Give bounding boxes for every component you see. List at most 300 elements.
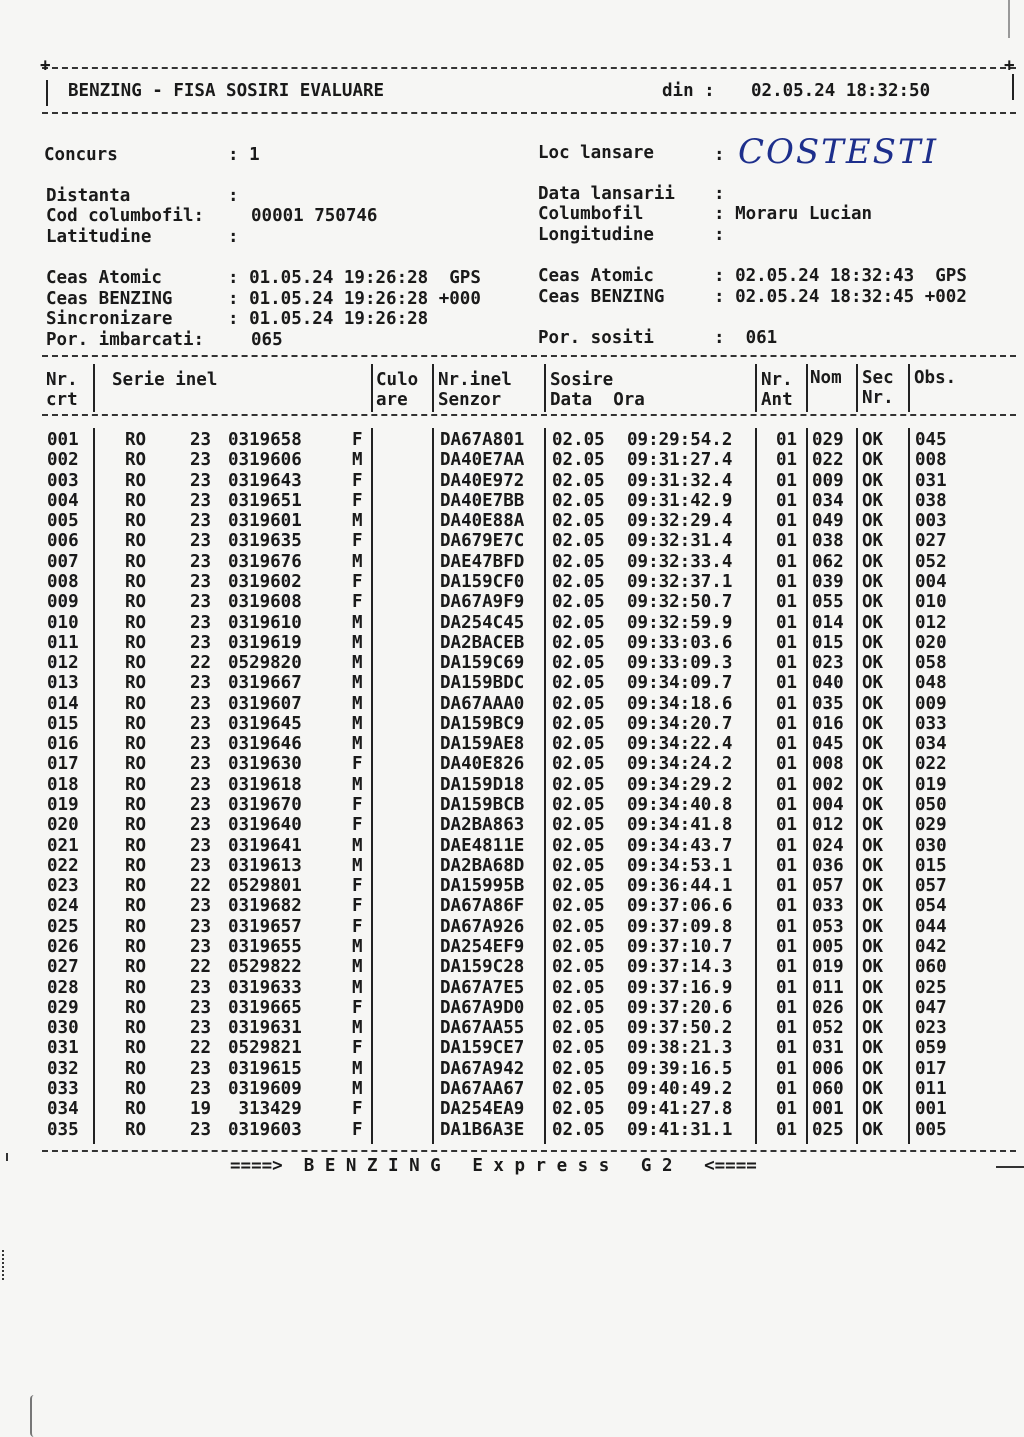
cell-senzor: DA67A9F9	[440, 592, 525, 613]
cell-sex: F	[352, 795, 363, 816]
report-title: BENZING - FISA SOSIRI EVALUARE	[68, 81, 385, 101]
cell-tara: RO	[125, 1038, 147, 1059]
cell-sex: F	[352, 916, 363, 937]
cell-obs: 030	[915, 835, 947, 856]
cell-sex: M	[352, 734, 363, 755]
table-bottom-border	[42, 1150, 1016, 1152]
sincronizare-value: : 01.05.24 19:26:28	[228, 309, 429, 329]
cell-senzor: DA40E7BB	[440, 490, 525, 511]
loc-lansare-sep: :	[714, 145, 725, 165]
cell-ant: 01	[776, 977, 798, 998]
cell-nom: 049	[812, 511, 844, 532]
cell-senzor: DA67A942	[440, 1058, 525, 1079]
cell-tara: RO	[125, 653, 147, 674]
cell-tara: RO	[125, 511, 147, 532]
cell-sex: F	[352, 754, 363, 775]
cell-nr: 028	[47, 977, 79, 998]
table-row	[0, 633, 1024, 653]
cell-senzor: DA254EF9	[440, 937, 525, 957]
cell-obs: 029	[915, 815, 947, 836]
cell-ora: 09:37:10.7	[627, 937, 733, 957]
cell-inel: 0319640	[228, 815, 302, 836]
cell-sec: OK	[862, 835, 884, 856]
columbofil-label: Columbofil	[538, 204, 644, 224]
cell-ora: 09:37:16.9	[627, 977, 733, 998]
cell-obs: 004	[915, 571, 947, 592]
cell-nom: 008	[812, 754, 844, 775]
cell-inel: 0319633	[228, 977, 302, 998]
cell-senzor: DA67AAA0	[440, 693, 525, 714]
cell-nr: 017	[47, 754, 79, 775]
table-row	[0, 592, 1024, 612]
cell-nom: 001	[812, 1099, 844, 1120]
cell-nom: 011	[812, 977, 844, 998]
table-row	[0, 896, 1024, 916]
cell-inel: 0319645	[228, 713, 302, 734]
cell-nr: 015	[47, 713, 79, 734]
cell-ora: 09:33:09.3	[627, 653, 733, 674]
cell-ora: 09:31:32.4	[627, 470, 733, 491]
cell-inel: 0319619	[228, 632, 302, 653]
cell-an: 23	[190, 511, 212, 532]
cell-sec: OK	[862, 592, 884, 613]
cod-columbofil-value: 00001 750746	[251, 206, 378, 226]
cell-ora: 09:32:33.4	[627, 551, 733, 572]
title-left-edge	[46, 80, 48, 106]
cell-tara: RO	[125, 855, 147, 876]
cell-obs: 019	[915, 774, 947, 795]
cell-inel: 0319658	[228, 430, 302, 450]
cell-obs: 044	[915, 916, 947, 937]
table-row	[0, 471, 1024, 491]
ceas-benzing-1-label: Ceas BENZING	[46, 289, 173, 309]
cell-sec: OK	[862, 977, 884, 998]
ceas-benzing-1-value: : 01.05.24 19:26:28 +000	[228, 289, 481, 309]
cell-obs: 015	[915, 855, 947, 876]
cell-an: 23	[190, 795, 212, 816]
cell-nr: 019	[47, 795, 79, 816]
table-row	[0, 653, 1024, 673]
cell-sex: M	[352, 673, 363, 694]
cell-nr: 032	[47, 1058, 79, 1079]
cell-sex: M	[352, 653, 363, 674]
cell-nom: 012	[812, 815, 844, 836]
cell-senzor: DA159C69	[440, 653, 525, 674]
cell-ora: 09:31:42.9	[627, 490, 733, 511]
cell-an: 23	[190, 571, 212, 592]
cell-sex: F	[352, 531, 363, 552]
cell-tara: RO	[125, 997, 147, 1018]
footer-banner: ====> B E N Z I N G E x p r e s s G 2 <====	[230, 1156, 757, 1176]
cell-sec: OK	[862, 511, 884, 532]
cell-an: 23	[190, 815, 212, 836]
cell-inel: 0319603	[228, 1119, 302, 1140]
cell-an: 23	[190, 855, 212, 876]
cell-an: 22	[190, 957, 212, 978]
cell-an: 23	[190, 977, 212, 998]
cell-sex: F	[352, 470, 363, 491]
cell-obs: 060	[915, 957, 947, 978]
cell-inel: 0529820	[228, 653, 302, 674]
cell-tara: RO	[125, 734, 147, 755]
cell-ora: 09:31:27.4	[627, 450, 733, 471]
cell-data: 02.05	[552, 592, 605, 613]
cell-ant: 01	[776, 511, 798, 532]
distanta-label: Distanta	[46, 186, 131, 206]
cell-ant: 01	[776, 754, 798, 775]
cell-inel: 0319667	[228, 673, 302, 694]
cell-inel: 0319657	[228, 916, 302, 937]
cell-nr: 022	[47, 855, 79, 876]
cell-data: 02.05	[552, 835, 605, 856]
sositi-value: : 061	[714, 328, 778, 348]
cell-inel: 0319655	[228, 937, 302, 957]
cell-obs: 031	[915, 470, 947, 491]
cell-ora: 09:34:20.7	[627, 713, 733, 734]
cell-nom: 009	[812, 470, 844, 491]
cell-ora: 09:34:43.7	[627, 835, 733, 856]
cell-nom: 029	[812, 430, 844, 450]
cell-senzor: DA159C28	[440, 957, 525, 978]
cell-sec: OK	[862, 916, 884, 937]
cell-data: 02.05	[552, 653, 605, 674]
cell-obs: 038	[915, 490, 947, 511]
cell-ant: 01	[776, 430, 798, 450]
scan-edge-top	[1008, 0, 1010, 38]
cell-data: 02.05	[552, 1058, 605, 1079]
cell-sec: OK	[862, 571, 884, 592]
cell-ora: 09:40:49.2	[627, 1078, 733, 1099]
longitudine-label: Longitudine	[538, 225, 654, 245]
ceas-atomic-2-value: : 02.05.24 18:32:43 GPS	[714, 266, 967, 286]
cod-columbofil-label: Cod columbofil:	[46, 206, 205, 226]
cell-data: 02.05	[552, 977, 605, 998]
col-sosire: Sosire	[550, 370, 614, 390]
col-sec-nr: Nr.	[862, 388, 894, 408]
cell-tara: RO	[125, 673, 147, 694]
top-border	[42, 67, 1016, 69]
cell-inel: 0319601	[228, 511, 302, 532]
cell-nr: 034	[47, 1099, 79, 1120]
cell-nom: 019	[812, 957, 844, 978]
cell-nom: 034	[812, 490, 844, 511]
cell-ora: 09:34:40.8	[627, 795, 733, 816]
table-row	[0, 714, 1024, 734]
cell-sec: OK	[862, 774, 884, 795]
table-row	[0, 1099, 1024, 1119]
cell-senzor: DA159BC9	[440, 713, 525, 734]
cell-data: 02.05	[552, 1078, 605, 1099]
cell-sec: OK	[862, 673, 884, 694]
cell-senzor: DA40E826	[440, 754, 525, 775]
cell-sex: F	[352, 896, 363, 917]
cell-senzor: DA15995B	[440, 876, 525, 897]
cell-nom: 055	[812, 592, 844, 613]
cell-obs: 033	[915, 713, 947, 734]
cell-tara: RO	[125, 430, 147, 450]
cell-senzor: DA67A926	[440, 916, 525, 937]
cell-inel: 0319665	[228, 997, 302, 1018]
sincronizare-label: Sincronizare	[46, 309, 173, 329]
cell-ant: 01	[776, 1119, 798, 1140]
table-row	[0, 694, 1024, 714]
cell-data: 02.05	[552, 916, 605, 937]
din-label: din :	[662, 81, 715, 101]
cell-nr: 026	[47, 937, 79, 957]
table-top-border	[42, 355, 1016, 357]
cell-sec: OK	[862, 531, 884, 552]
cell-data: 02.05	[552, 470, 605, 491]
cell-obs: 020	[915, 632, 947, 653]
cell-inel: 0319602	[228, 571, 302, 592]
cell-ora: 09:41:31.1	[627, 1119, 733, 1140]
cell-tara: RO	[125, 896, 147, 917]
cell-an: 23	[190, 632, 212, 653]
cell-data: 02.05	[552, 612, 605, 633]
cell-tara: RO	[125, 592, 147, 613]
cell-sec: OK	[862, 632, 884, 653]
cell-nom: 031	[812, 1038, 844, 1059]
cell-ant: 01	[776, 957, 798, 978]
cell-sec: OK	[862, 1119, 884, 1140]
cell-nr: 010	[47, 612, 79, 633]
cell-sex: F	[352, 997, 363, 1018]
col-culoare-2: are	[376, 390, 408, 410]
sositi-label: Por. sositi	[538, 328, 654, 348]
cell-nr: 018	[47, 774, 79, 795]
table-row	[0, 1038, 1024, 1058]
cell-tara: RO	[125, 957, 147, 978]
ceas-atomic-1-value: : 01.05.24 19:26:28 GPS	[228, 268, 481, 288]
cell-sec: OK	[862, 937, 884, 957]
cell-ant: 01	[776, 612, 798, 633]
cell-ant: 01	[776, 713, 798, 734]
cell-tara: RO	[125, 1018, 147, 1039]
cell-sex: F	[352, 815, 363, 836]
table-row	[0, 957, 1024, 977]
cell-sec: OK	[862, 1038, 884, 1059]
cell-sex: M	[352, 450, 363, 471]
cell-inel: 0319608	[228, 592, 302, 613]
cell-ant: 01	[776, 571, 798, 592]
cell-an: 23	[190, 713, 212, 734]
cell-senzor: DA40E7AA	[440, 450, 525, 471]
cell-ora: 09:32:31.4	[627, 531, 733, 552]
cell-senzor: DA67A86F	[440, 896, 525, 917]
cell-data: 02.05	[552, 511, 605, 532]
cell-an: 23	[190, 734, 212, 755]
scan-mark	[6, 1153, 8, 1161]
cell-sex: M	[352, 632, 363, 653]
cell-obs: 054	[915, 896, 947, 917]
cell-ant: 01	[776, 835, 798, 856]
cell-ora: 09:37:06.6	[627, 896, 733, 917]
cell-ora: 09:37:09.8	[627, 916, 733, 937]
cell-ant: 01	[776, 1058, 798, 1079]
cell-obs: 059	[915, 1038, 947, 1059]
cell-nr: 025	[47, 916, 79, 937]
cell-ant: 01	[776, 896, 798, 917]
cell-nr: 013	[47, 673, 79, 694]
cell-sec: OK	[862, 1018, 884, 1039]
cell-ant: 01	[776, 450, 798, 471]
cell-inel: 0319682	[228, 896, 302, 917]
cell-an: 23	[190, 470, 212, 491]
cell-ant: 01	[776, 632, 798, 653]
cell-nom: 026	[812, 997, 844, 1018]
table-row	[0, 978, 1024, 998]
cell-nom: 023	[812, 653, 844, 674]
cell-nom: 057	[812, 876, 844, 897]
cell-nom: 062	[812, 551, 844, 572]
cell-sec: OK	[862, 551, 884, 572]
cell-senzor: DA2BA863	[440, 815, 525, 836]
cell-sec: OK	[862, 470, 884, 491]
table-row	[0, 815, 1024, 835]
cell-inel: 0319631	[228, 1018, 302, 1039]
cell-an: 23	[190, 430, 212, 450]
cell-ant: 01	[776, 693, 798, 714]
cell-sec: OK	[862, 1058, 884, 1079]
scan-mark-dots	[2, 1250, 6, 1280]
cell-sex: F	[352, 876, 363, 897]
cell-inel: 0529821	[228, 1038, 302, 1059]
cell-tara: RO	[125, 490, 147, 511]
cell-ant: 01	[776, 673, 798, 694]
cell-obs: 009	[915, 693, 947, 714]
cell-nr: 014	[47, 693, 79, 714]
cell-obs: 012	[915, 612, 947, 633]
cell-inel: 0319651	[228, 490, 302, 511]
cell-ant: 01	[776, 1078, 798, 1099]
cell-tara: RO	[125, 713, 147, 734]
cell-nom: 022	[812, 450, 844, 471]
cell-tara: RO	[125, 815, 147, 836]
cell-obs: 017	[915, 1058, 947, 1079]
cell-sec: OK	[862, 896, 884, 917]
table-row	[0, 937, 1024, 957]
cell-ora: 09:34:22.4	[627, 734, 733, 755]
data-lansarii-value: :	[714, 184, 725, 204]
ceas-benzing-2-label: Ceas BENZING	[538, 287, 665, 307]
loc-lansare-label: Loc lansare	[538, 143, 654, 163]
cell-inel: 0319618	[228, 774, 302, 795]
cell-inel: 0319606	[228, 450, 302, 471]
cell-sec: OK	[862, 997, 884, 1018]
title-right-edge	[1012, 74, 1014, 100]
cell-nr: 033	[47, 1078, 79, 1099]
cell-inel: 0319610	[228, 612, 302, 633]
cell-an: 23	[190, 1018, 212, 1039]
cell-data: 02.05	[552, 876, 605, 897]
cell-nr: 011	[47, 632, 79, 653]
cell-obs: 008	[915, 450, 947, 471]
cell-obs: 034	[915, 734, 947, 755]
cell-tara: RO	[125, 1099, 147, 1120]
cell-data: 02.05	[552, 673, 605, 694]
cell-sec: OK	[862, 653, 884, 674]
cell-an: 23	[190, 490, 212, 511]
cell-nr: 005	[47, 511, 79, 532]
cell-nom: 004	[812, 795, 844, 816]
col-serie-inel: Serie inel	[112, 370, 218, 390]
cell-sex: M	[352, 693, 363, 714]
loc-lansare-handwritten: COSTESTI	[738, 132, 939, 172]
cell-data: 02.05	[552, 957, 605, 978]
cell-tara: RO	[125, 977, 147, 998]
cell-inel: 0529801	[228, 876, 302, 897]
table-row	[0, 1120, 1024, 1140]
cell-an: 23	[190, 531, 212, 552]
cell-ora: 09:32:50.7	[627, 592, 733, 613]
cell-data: 02.05	[552, 815, 605, 836]
cell-sex: M	[352, 1058, 363, 1079]
cell-data: 02.05	[552, 937, 605, 957]
cell-tara: RO	[125, 612, 147, 633]
cell-data: 02.05	[552, 551, 605, 572]
cell-data: 02.05	[552, 997, 605, 1018]
col-obs: Obs.	[914, 368, 957, 388]
cell-sec: OK	[862, 1078, 884, 1099]
cell-sex: F	[352, 430, 363, 450]
cell-sex: M	[352, 511, 363, 532]
cell-sec: OK	[862, 430, 884, 450]
title-bottom-border	[42, 112, 1016, 114]
cell-data: 02.05	[552, 1119, 605, 1140]
col-nr-2: crt	[46, 390, 78, 410]
cell-senzor: DA67AA55	[440, 1018, 525, 1039]
cell-tara: RO	[125, 1058, 147, 1079]
cell-ora: 09:32:29.4	[627, 511, 733, 532]
cell-inel: 0319646	[228, 734, 302, 755]
cell-senzor: DA159CE7	[440, 1038, 525, 1059]
cell-nr: 031	[47, 1038, 79, 1059]
cell-obs: 042	[915, 937, 947, 957]
cell-obs: 011	[915, 1078, 947, 1099]
cell-sex: F	[352, 592, 363, 613]
cell-ant: 01	[776, 470, 798, 491]
cell-senzor: DA1B6A3E	[440, 1119, 525, 1140]
table-row	[0, 673, 1024, 693]
cell-data: 02.05	[552, 632, 605, 653]
cell-ora: 09:32:59.9	[627, 612, 733, 633]
scan-edge-shadow	[30, 1395, 38, 1437]
cell-senzor: DA254C45	[440, 612, 525, 633]
cell-an: 23	[190, 551, 212, 572]
cell-sex: M	[352, 855, 363, 876]
cell-sex: F	[352, 571, 363, 592]
concurs-label: Concurs	[44, 145, 118, 165]
cell-inel: 0529822	[228, 957, 302, 978]
cell-sec: OK	[862, 490, 884, 511]
cell-sex: F	[352, 1119, 363, 1140]
cell-an: 23	[190, 450, 212, 471]
cell-sec: OK	[862, 795, 884, 816]
cell-tara: RO	[125, 876, 147, 897]
cell-sex: M	[352, 551, 363, 572]
cell-nr: 035	[47, 1119, 79, 1140]
latitudine-label: Latitudine	[46, 227, 152, 247]
latitudine-value: :	[228, 227, 239, 247]
cell-ant: 01	[776, 490, 798, 511]
cell-ora: 09:37:14.3	[627, 957, 733, 978]
cell-senzor: DA67A7E5	[440, 977, 525, 998]
cell-obs: 027	[915, 531, 947, 552]
cell-inel: 0319630	[228, 754, 302, 775]
cell-senzor: DA2BACEB	[440, 632, 525, 653]
table-row	[0, 572, 1024, 592]
cell-ora: 09:34:29.2	[627, 774, 733, 795]
